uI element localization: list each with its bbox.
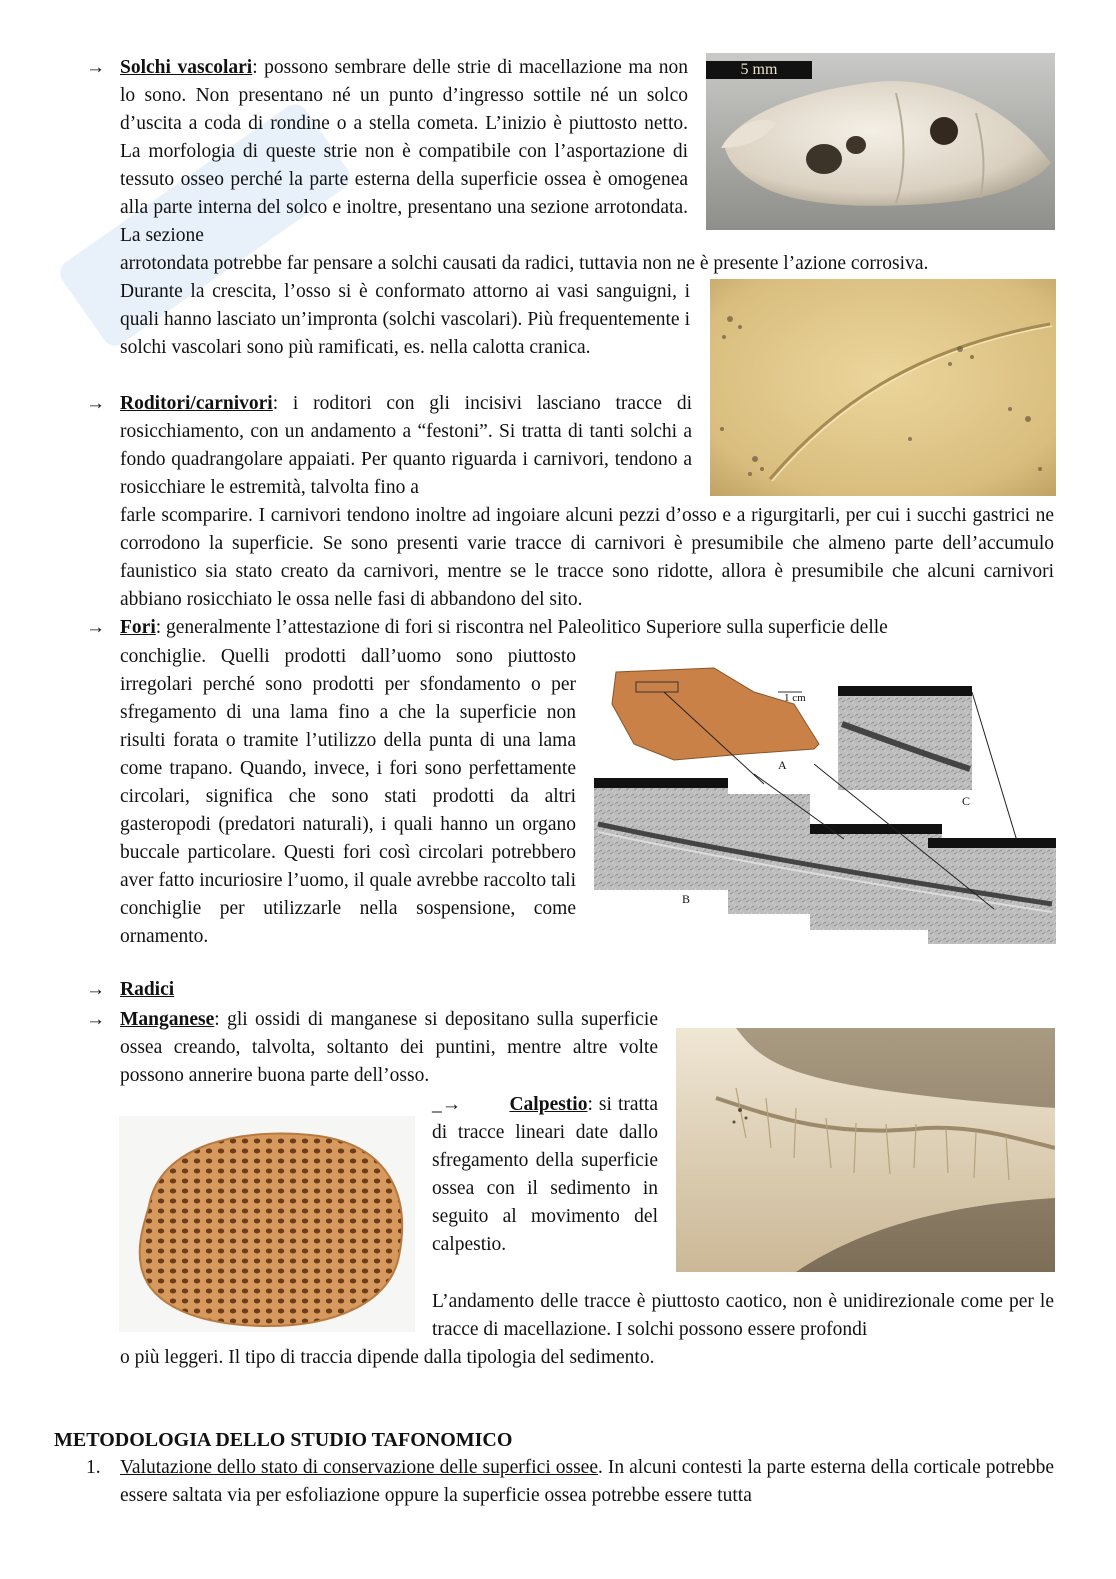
paragraph-roditori-full: farle scomparire. I carnivori tendono inoltre ad ingoiare alcuni pezzi d’osso e a rigurgitarli, per cui i succhi gastrici ne corrodono la superficie. Se sono presenti varie tracce di carnivori è presumibile che almeno parte dell’accumulo faunistico sia stato creato da carnivori, mentre se le tracce sono ridotte, allora è presumibile che alcuni carnivori abbiano rosicchiato le ossa nelle fasi di abbandono del sito.: [120, 505, 1054, 610]
vascular-groove-photo: [710, 279, 1056, 496]
shell-photo: [706, 53, 1055, 230]
term-fori: Fori: [120, 617, 156, 638]
paragraph-solchi-full: arrotondata potrebbe far pensare a solchi causati da radici, tuttavia non ne è presente l’azione corrosiva.: [120, 253, 929, 274]
trampling-bone-photo: [676, 1028, 1055, 1272]
manganese-bone-photo: [119, 1116, 415, 1332]
paragraph-manganese: Manganese: gli ossidi di manganese si depositano sulla superficie ossea creando, talvolta, soltanto dei puntini, mentre altre volte possono annerire buona parte dell’osso.: [120, 1009, 658, 1086]
bullet-arrow: →: [86, 617, 105, 638]
panel-label-c: C: [962, 794, 971, 808]
paragraph-calpestio: _→ Calpestio: si tratta di tracce lineari date dallo sfregamento della superficie ossea con il sedimento in seguito al movimento del calpestio.: [432, 1094, 659, 1255]
term-roditori-carnivori: Roditori/carnivori: [120, 393, 273, 414]
paragraph-radici: [120, 976, 320, 1004]
list-item-1: Valutazione dello stato di conservazione delle superfici ossee. In alcuni contesti la parte esterna della corticale potrebbe essere saltata via per esfoliazione oppure la superficie ossea potrebbe essere tutta: [120, 1457, 1054, 1506]
scale-label-1cm: 1 cm: [784, 692, 806, 704]
bullet-arrow: →: [86, 979, 105, 1000]
panel-label-a: A: [778, 758, 787, 772]
paragraph-fori: conchiglie. Quelli prodotti dall’uomo sono piuttosto irregolari perché sono prodotti per sfondamento o per sfregamento di una lama fino a che la superficie non risulti forata o tramite l’utilizzo della punta di una lama come trapano. Quando, invece, i fori sono perfettamente circolari, significa che sono stati prodotti da altri gasteropodi (predatori naturali), i quali hanno un organo buccale particolare. Questi fori così circolari potrebbero aver fatto incuriosire l’uomo, il quale avrebbe raccolto tali conchiglie per utilizzarle nella sospensione, come ornamento.: [120, 646, 576, 947]
term-solchi-vascolari: Solchi vascolari: [120, 57, 253, 78]
paragraph-roditori: Roditori/carnivori: i roditori con gli incisivi lasciano tracce di rosicchiamento, con un andamento a “festoni”. Si tratta di tanti solchi a fondo quadrangolare appaiati. Per quanto riguarda i carnivori, tendono a rosicchiare le estremità, talvolta fino a: [120, 393, 692, 498]
section-heading: METODOLOGIA DELLO STUDIO TAFONOMICO: [54, 1429, 513, 1451]
term-calpestio: Calpestio: [509, 1094, 588, 1115]
paragraph-calpestio-3: o più leggeri. Il tipo di traccia dipende dalla tipologia del sedimento.: [120, 1347, 655, 1368]
bullet-arrow: →: [86, 1009, 105, 1030]
scale-bar-label: 5 mm: [706, 61, 812, 79]
list-item-title: Valutazione dello stato di conservazione delle superfici ossee: [120, 1457, 598, 1478]
paragraph-solchi: Solchi vascolari: possono sembrare delle strie di macellazione ma non lo sono. Non presentano né un punto d’ingresso sottile né un solco d’uscita a coda di rondine o a stella cometa. L’inizio è piuttosto netto. La morfologia di queste strie non è compatibile con l’asportazione di tessuto osseo perché la parte esterna della superficie ossea è omogenea alla parte interna del solco e inoltre, presentano una sezione arrotondata. La sezione: [120, 57, 688, 246]
list-number: 1.: [86, 1457, 101, 1478]
bullet-arrow: →: [86, 57, 105, 78]
panel-label-b: B: [682, 892, 691, 906]
bullet-arrow: →: [86, 393, 105, 414]
paragraph-calpestio-2: L’andamento delle tracce è piuttosto caotico, non è unidirezionale come per le tracce di macellazione. I solchi possono essere profondi: [432, 1291, 1054, 1340]
sem-composite-figure: [594, 664, 1056, 946]
calpestio-arrow: _→: [432, 1094, 462, 1115]
paragraph-solchi-2: Durante la crescita, l’osso si è conformato attorno ai vasi sanguigni, i quali hanno lasciato un’impronta (solchi vascolari). Più frequentemente i solchi vascolari sono più ramificati, es. nella calotta cranica.: [120, 281, 690, 358]
term-manganese: Manganese: [120, 1009, 215, 1030]
paragraph-fori-full: Fori: generalmente l’attestazione di fori si riscontra nel Paleolitico Superiore sulla superficie delle: [120, 617, 888, 638]
term-radici: Radici: [120, 979, 175, 1000]
